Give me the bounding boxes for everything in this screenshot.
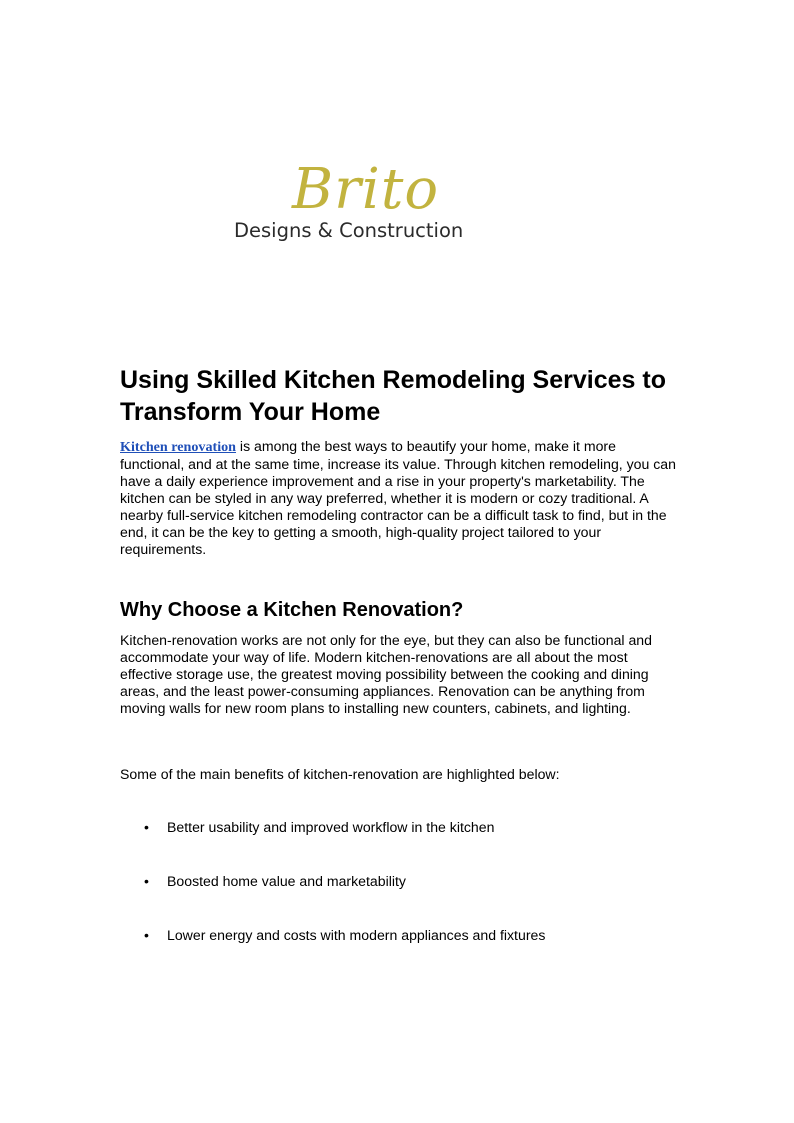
section-heading: Why Choose a Kitchen Renovation? [120, 599, 464, 621]
bullet-icon: • [144, 873, 149, 889]
brand-logo [230, 157, 530, 250]
list-item-text: Lower energy and costs with modern appliances and fixtures [167, 927, 546, 943]
logo-subtitle: Designs & Construction [234, 219, 464, 242]
kitchen-renovation-link[interactable]: Kitchen renovation [120, 439, 237, 455]
bullet-icon: • [144, 927, 149, 943]
logo-script-text: Brito [292, 157, 440, 222]
list-item-text: Better usability and improved workflow in the kitchen [167, 819, 495, 835]
page-title: Using Skilled Kitchen Remodeling Services to Transform Your Home [120, 366, 666, 426]
section-body: Kitchen-renovation works are not only for the eye, but they can also be functional and accommodate your way of life. Modern kitchen-renovations are all about the most effective storage use, the greatest moving possibility between the cooking and dining areas, and the least power-consuming appliances. Renovation can be anything from moving walls for new room plans to installing new counters, cabinets, and lighting. [120, 632, 652, 716]
intro-paragraph [120, 438, 680, 558]
intro-text: is among the best ways to beautify your home, make it more functional, and at the same time, increase its value. Through kitchen remodeling, you can have a daily experience improvement and a rise in your property's marketability. The kitchen can be styled in any way preferred, whether it is modern or cozy traditional. A nearby full-service kitchen remodeling contractor can be a difficult task to find, but in the end, it can be the key to getting a smooth, high-quality project tailored to your requirements. [120, 438, 676, 557]
bullet-icon: • [144, 819, 149, 835]
benefits-intro: Some of the main benefits of kitchen-renovation are highlighted below: [120, 766, 560, 782]
list-item-text: Boosted home value and marketability [167, 873, 406, 889]
